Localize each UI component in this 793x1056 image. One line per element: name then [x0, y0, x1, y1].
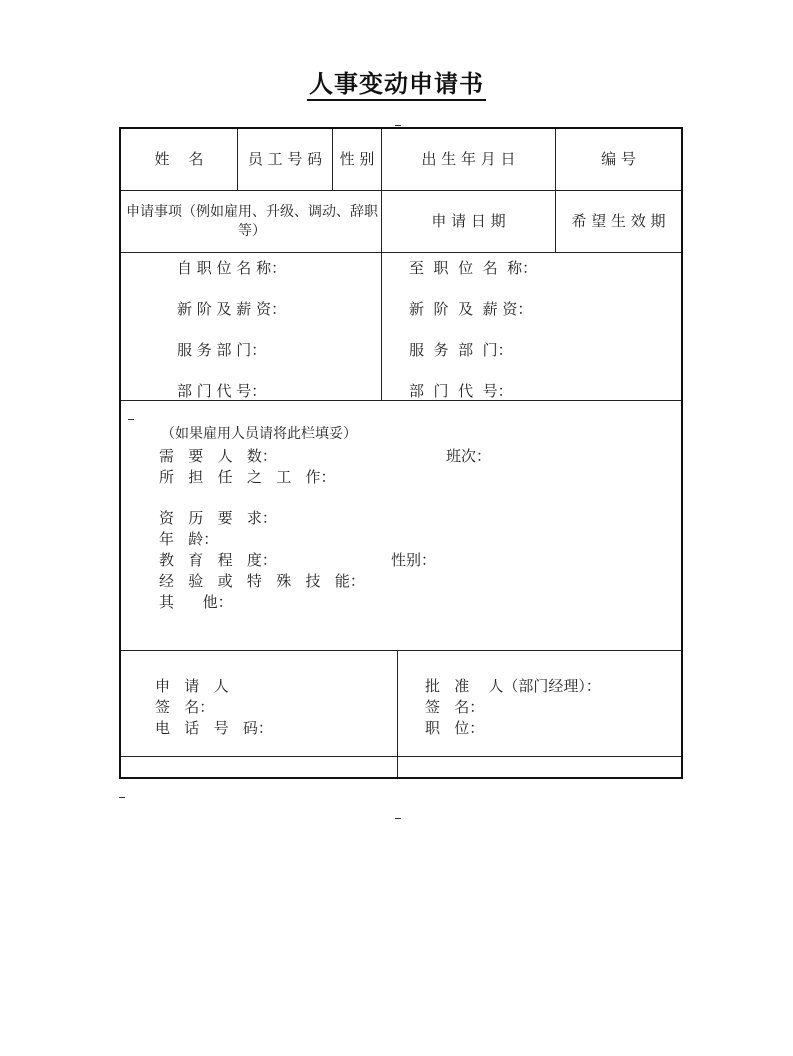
duties-label: 所 担 任 之 工 作：	[159, 468, 336, 486]
age-label: 年 龄：	[159, 530, 219, 548]
shift-label: 班次：	[446, 447, 492, 465]
from-position-label: 自 职 位 名 称：	[177, 259, 287, 277]
stray-mark	[395, 818, 401, 819]
to-dept-code-label: 部 门 代 号：	[409, 382, 513, 400]
stray-mark	[395, 125, 401, 126]
document-title: 人事变动申请书	[0, 64, 793, 99]
applicant-label: 申 请 人	[155, 677, 229, 695]
applicant-signature-label: 签 名：	[155, 698, 215, 716]
to-grade-salary-label: 新 阶 及 薪 资：	[409, 300, 533, 318]
row-divider	[121, 252, 681, 253]
education-label: 教 育 程 度：	[159, 551, 277, 569]
birth-date-header: 出 生 年 月 日	[421, 150, 516, 168]
to-department-label: 服 务 部 门：	[409, 341, 513, 359]
effective-date-header: 希 望 生 效 期	[571, 212, 666, 230]
serial-no-header: 编 号	[601, 150, 636, 168]
request-item-header: 申请事项（例如雇用、升级、调动、辞职等）	[126, 203, 378, 239]
col-divider	[397, 650, 398, 777]
hire-note: （如果雇用人员请将此栏填妥）	[161, 426, 357, 442]
sex-label: 性别：	[391, 551, 437, 569]
approver-position-label: 职 位：	[425, 719, 485, 737]
to-position-label: 至 职 位 名 称：	[409, 259, 538, 277]
stray-mark	[119, 797, 125, 798]
from-dept-code-label: 部 门 代 号：	[177, 382, 267, 400]
row-divider	[121, 650, 681, 651]
row-divider	[121, 756, 681, 757]
other-label: 其 他：	[159, 593, 233, 611]
name-header: 姓 名	[154, 150, 204, 168]
gender-header: 性 别	[339, 150, 375, 168]
approver-signature-label: 签 名：	[425, 698, 485, 716]
from-department-label: 服 务 部 门：	[177, 341, 267, 359]
qualifications-label: 资 历 要 求：	[159, 509, 277, 527]
skills-label: 经 验 或 特 殊 技 能：	[159, 572, 365, 590]
employee-no-header: 员 工 号 码	[247, 150, 323, 168]
form-table	[119, 127, 683, 779]
approver-label: 批 准 人（部门经理）：	[425, 677, 601, 695]
applicant-phone-label: 电 话 号 码：	[155, 719, 273, 737]
apply-date-header: 申 请 日 期	[431, 212, 506, 230]
from-grade-salary-label: 新 阶 及 薪 资：	[177, 300, 287, 318]
headcount-label: 需 要 人 数：	[159, 447, 277, 465]
